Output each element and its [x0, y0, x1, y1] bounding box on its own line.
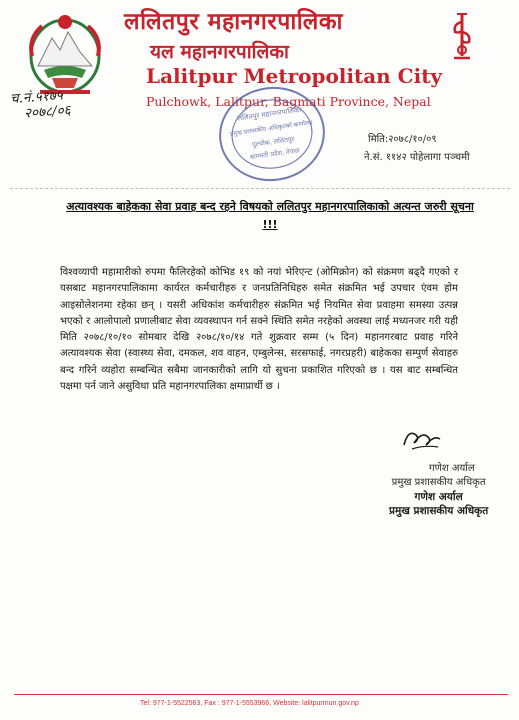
signatory-name: गणेश अर्याल: [429, 463, 475, 474]
office-stamp: [214, 76, 330, 192]
city-title-english: Lalitpur Metropolitan City: [146, 64, 443, 88]
notice-body: विश्वव्यापी महामारीको रुपमा फैलिरहेको कोभिड १९ को नयां भेरिएन्ट (ओमिक्रोन) को संक्रमण बढ्दै गएको र यसबाट महानगरपालिकामा कार्यरत कर्मचारीहरु र जनप्रतिनिधिहरु समेत संक्रमित भई उपचार एंवम होम आइसोलेशनमा रहेका छन् । यसरी अधिकांश कर्मचारीहरु संक्रमित भई नियमित सेवा प्रवाहमा समस्या उत्पन्न भएको र आलोपालो प्रणालीबाट सेवा व्यवस्थापन गर्न सक्ने स्थिति समेत नरहेको अवस्था लाई मध्यनजर गरी यही मिति २०७८/१०/१० सोमबार देखि २०७८/१०/१४ गते शुक्रवार सम्म (५ दिन) महानगरबाट प्रवाह गरिने अत्यावश्यक सेवा (स्वास्थ्य सेवा, दमकल, शव वाहन, एम्बुलेन्स, सरसफाई, नगरप्रहरी) बाहेकका सम्पुर्ण सेवाहरु बन्द गरिने व्यहोरा सम्बन्धित सबैमा जानकारीको लागि यो सुचना प्रकाशित गरिएको छ । यस बाट सम्बन्धित पक्षमा पर्न जाने असुविधा प्रति महानगरपालिका क्षमाप्रार्थी छ ।: [60, 267, 458, 393]
notice-subject: [60, 198, 480, 234]
signature-block: [389, 462, 488, 518]
date-block: [364, 131, 470, 167]
stamp-line-1: ललितपुर महानगरपालिका: [236, 105, 302, 123]
stamp-line-4: बागमती प्रदेश, नेपाल: [249, 146, 300, 162]
city-title-nepali: ललितपुर महानगरपालिका: [124, 9, 343, 35]
date-nepal-samvat: ने.सं. ११४२ पोहेलागा पञ्चमी: [364, 152, 470, 163]
stamp-line-2: प्रमुख प्रशासकीय अधिकृतको कार्यालय: [229, 119, 313, 138]
footer-contact: Tel: 977-1-5522563, Fax : 977-1-5553966, Website: lalitpurmun.gov.np: [140, 700, 359, 707]
notice-subject-text: अत्यावश्यक बाहेकका सेवा प्रवाह बन्द रहने विषयको ललितपुर महानगरपालिकाको अत्यन्त जरुरी सूचना !!!: [66, 200, 474, 231]
date-bs: मिति:२०७८/१०/०९: [368, 134, 437, 145]
footer-divider: [14, 694, 508, 695]
nepal-emblem-icon: [22, 8, 108, 98]
stamp-line-3: पुल्चोक, ललितपुर: [251, 135, 295, 149]
reference-line-1: च.नं.५१७५: [9, 87, 64, 108]
signatory-title: प्रमुख प्रशासकीय अधिकृत: [391, 477, 486, 488]
divider: [10, 188, 510, 189]
signatory-stamp-name: गणेश अर्याल: [414, 491, 463, 503]
city-address: Pulchowk, Lalitpur, Bagmati Province, Nepal: [146, 94, 431, 109]
city-title-newari: यल महानगरपालिका: [150, 41, 289, 63]
reference-line-2: २०७८/०६: [23, 102, 72, 122]
signature: [398, 425, 448, 453]
lalitpur-logo-icon: [447, 10, 477, 62]
handwritten-reference: [9, 87, 128, 122]
signatory-stamp-title: प्रमुख प्रशासकीय अधिकृत: [389, 505, 489, 517]
